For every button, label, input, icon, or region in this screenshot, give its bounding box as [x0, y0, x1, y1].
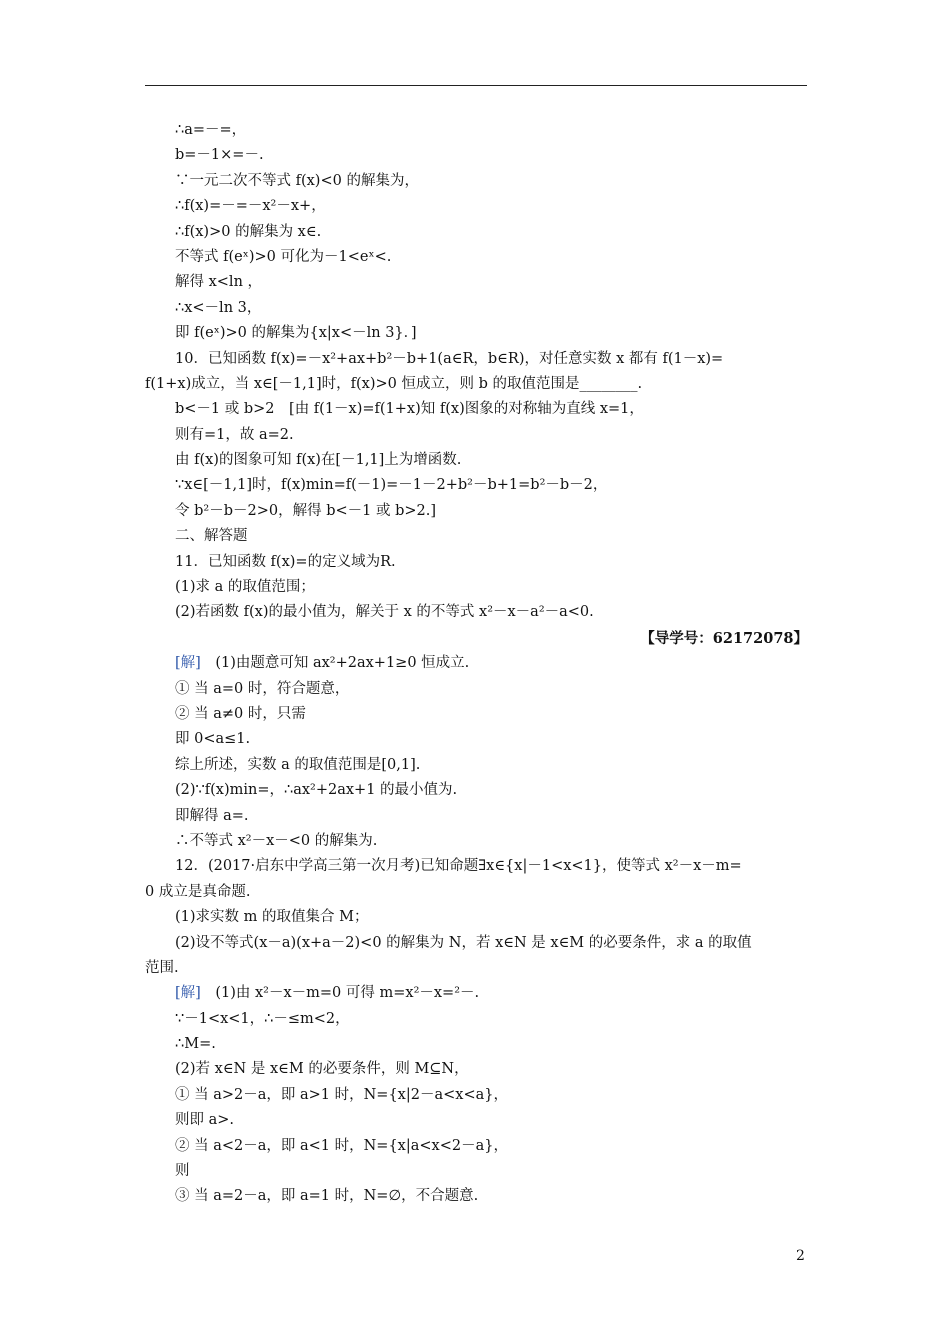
- text-line: [145, 118, 810, 143]
- text-line: [145, 296, 810, 321]
- text-line: [145, 677, 810, 702]
- line-text: (2)若 x∈N 是 x∈M 的必要条件，则 M⊆N，: [175, 1061, 469, 1078]
- solution-tag: [解]: [175, 655, 201, 672]
- page-number: 2: [796, 1248, 805, 1264]
- line-text: ∵x∈[－1,1]时，f(x)min=f(－1)=－1－2+b²－b+1=b²－b－2，: [175, 477, 608, 494]
- text-line: [145, 981, 810, 1006]
- line-text: 12．(2017·启东中学高三第一次月考)已知命题∃x∈{x|－1<x<1}，使等式 x²－x－m=: [175, 858, 742, 875]
- text-line: [145, 270, 810, 295]
- line-text: ② 当 a≠0 时，只需: [175, 705, 306, 722]
- text-line: [145, 423, 810, 448]
- text-line: [145, 321, 810, 346]
- text-line: [145, 1108, 810, 1133]
- text-line: [145, 1083, 810, 1108]
- line-text: ② 当 a<2－a，即 a<1 时，N={x|a<x<2－a}，: [175, 1137, 508, 1154]
- text-line: [145, 550, 810, 575]
- text-line: [145, 829, 810, 854]
- text-line: [145, 143, 810, 168]
- text-line: [145, 931, 810, 956]
- solution-tag: [解]: [175, 985, 201, 1002]
- line-text: (1)求实数 m 的取值集合 M；: [175, 909, 369, 926]
- line-text: ∵一元二次不等式 f(x)<0 的解集为，: [175, 172, 419, 189]
- line-text: ∴a=－=，: [175, 122, 247, 138]
- text-line: [145, 397, 810, 422]
- text-line: [145, 524, 810, 549]
- line-text: 【导学号：62172078】: [640, 629, 808, 647]
- line-text: 不等式 f(eˣ)>0 可化为－1<eˣ<.: [175, 248, 392, 265]
- text-line: [145, 448, 810, 473]
- line-text: 即 f(eˣ)>0 的解集为{x|x<－ln 3}．]: [175, 325, 417, 342]
- text-line: [145, 1134, 810, 1159]
- line-text: ① 当 a=0 时，符合题意，: [175, 680, 350, 697]
- text-line: [145, 905, 810, 930]
- text-line: [145, 651, 810, 676]
- line-text: (2)设不等式(x－a)(x+a－2)<0 的解集为 N，若 x∈N 是 x∈M 的必要条件，求 a 的取值: [175, 934, 752, 951]
- line-text: 令 b²－b－2>0，解得 b<－1 或 b>2.]: [175, 502, 436, 519]
- text-line: [145, 473, 810, 498]
- line-text: ∴f(x)=－=－x²－x+，: [175, 198, 326, 215]
- text-line: [145, 1184, 810, 1209]
- line-text: 0 成立是真命题.: [145, 883, 251, 900]
- line-text: ∴M=.: [175, 1036, 216, 1053]
- text-line: [145, 1159, 810, 1184]
- line-text: b=－1×=－.: [175, 147, 264, 164]
- text-line: [145, 194, 810, 219]
- text-line: [145, 956, 810, 981]
- line-text: (2)若函数 f(x)的最小值为，解关于 x 的不等式 x²－x－a²－a<0.: [175, 604, 594, 621]
- line-text: (1)由 x²－x－m=0 可得 m=x²－x=²－.: [200, 985, 480, 1002]
- text-line: [145, 372, 810, 397]
- text-line: [145, 245, 810, 270]
- text-line: [145, 753, 810, 778]
- line-text: ∴f(x)>0 的解集为 x∈.: [175, 223, 322, 240]
- line-text: ∴不等式 x²－x－<0 的解集为.: [175, 832, 378, 849]
- text-line: [145, 854, 810, 879]
- text-line: [145, 499, 810, 524]
- line-text: ∴x<－ln 3，: [175, 299, 262, 316]
- line-text: ∵－1<x<1，∴－≤m<2，: [175, 1010, 350, 1027]
- text-line: [145, 169, 810, 194]
- line-text: b<－1 或 b>2 [由 f(1－x)=f(1+x)知 f(x)图象的对称轴为直线 x=1，: [175, 401, 644, 418]
- line-text: (2)∵f(x)min=，∴ax²+2ax+1 的最小值为.: [175, 782, 458, 799]
- line-text: 即解得 a=.: [175, 807, 249, 824]
- text-line: [145, 727, 810, 752]
- text-line: [145, 880, 810, 905]
- text-line: [145, 1032, 810, 1057]
- text-line: [145, 626, 810, 651]
- document-body: [145, 118, 810, 1210]
- text-line: [145, 702, 810, 727]
- text-line: [145, 778, 810, 803]
- line-text: (1)求 a 的取值范围；: [175, 579, 315, 596]
- text-line: [145, 600, 810, 625]
- line-text: 11．已知函数 f(x)=的定义域为R.: [175, 553, 396, 570]
- line-text: 解得 x<ln ，: [175, 274, 263, 291]
- line-text: 由 f(x)的图象可知 f(x)在[－1,1]上为增函数.: [175, 452, 462, 469]
- line-text: 二、解答题: [175, 528, 248, 545]
- line-text: 则有=1，故 a=2.: [175, 426, 294, 443]
- line-text: 则: [175, 1163, 190, 1180]
- line-text: 综上所述，实数 a 的取值范围是[0,1].: [175, 756, 421, 773]
- header-rule: [145, 85, 807, 86]
- line-text: ③ 当 a=2－a，即 a=1 时，N=∅，不合题意.: [175, 1188, 479, 1205]
- line-text: f(1+x)成立，当 x∈[－1,1]时，f(x)>0 恒成立，则 b 的取值范围是________.: [145, 375, 643, 392]
- line-text: 则即 a>.: [175, 1112, 235, 1129]
- line-text: 10．已知函数 f(x)=－x²+ax+b²－b+1(a∈R，b∈R)，对任意实数 x 都有 f(1－x)=: [175, 350, 724, 367]
- text-line: [145, 1057, 810, 1082]
- line-text: (1)由题意可知 ax²+2ax+1≥0 恒成立.: [200, 655, 470, 672]
- text-line: [145, 220, 810, 245]
- text-line: [145, 347, 810, 372]
- text-line: [145, 575, 810, 600]
- text-line: [145, 1007, 810, 1032]
- line-text: ① 当 a>2－a，即 a>1 时，N={x|2－a<x<a}，: [175, 1086, 508, 1103]
- line-text: 范围.: [145, 959, 179, 976]
- text-line: [145, 804, 810, 829]
- line-text: 即 0<a≤1.: [175, 731, 251, 748]
